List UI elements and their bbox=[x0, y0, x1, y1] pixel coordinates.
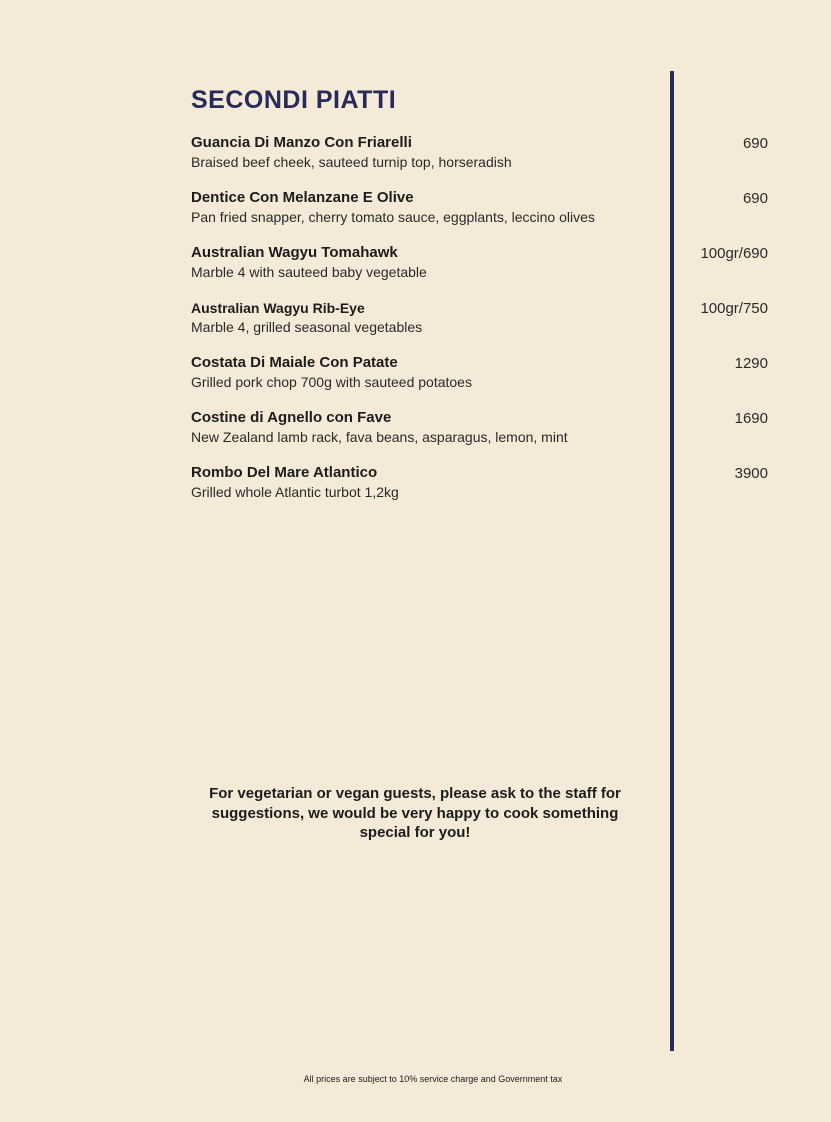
item-price: 100gr/690 bbox=[700, 245, 768, 262]
vertical-divider bbox=[670, 71, 674, 1051]
item-description: Braised beef cheek, sauteed turnip top, horseradish bbox=[191, 154, 512, 170]
item-name: Costine di Agnello con Fave bbox=[191, 409, 392, 426]
menu-item bbox=[191, 463, 768, 518]
item-description: New Zealand lamb rack, fava beans, asparagus, lemon, mint bbox=[191, 429, 568, 445]
menu-list bbox=[191, 133, 768, 518]
menu-item bbox=[191, 243, 768, 298]
item-name: Costata Di Maiale Con Patate bbox=[191, 354, 398, 371]
item-description: Grilled pork chop 700g with sauteed potatoes bbox=[191, 374, 472, 390]
item-price: 1690 bbox=[734, 410, 768, 427]
menu-item bbox=[191, 133, 768, 188]
item-price: 1290 bbox=[734, 355, 768, 372]
item-name: Australian Wagyu Rib-Eye bbox=[191, 300, 365, 316]
item-price: 690 bbox=[742, 135, 768, 152]
item-name: Dentice Con Melanzane E Olive bbox=[191, 189, 414, 206]
item-price: 3900 bbox=[734, 465, 768, 482]
item-price: 100gr/750 bbox=[700, 300, 768, 317]
menu-item bbox=[191, 353, 768, 408]
item-name: Guancia Di Manzo Con Friarelli bbox=[191, 134, 412, 151]
menu-item bbox=[191, 188, 768, 243]
item-description: Grilled whole Atlantic turbot 1,2kg bbox=[191, 484, 399, 500]
item-price: 690 bbox=[742, 190, 768, 207]
item-description: Marble 4, grilled seasonal vegetables bbox=[191, 319, 423, 335]
menu-item bbox=[191, 298, 768, 353]
item-description: Marble 4 with sauteed baby vegetable bbox=[191, 264, 427, 280]
vegetarian-note: For vegetarian or vegan guests, please ask to the staff for suggestions, we would be very happy to cook something special for you! bbox=[209, 785, 621, 841]
menu-item bbox=[191, 408, 768, 463]
item-name: Australian Wagyu Tomahawk bbox=[191, 244, 398, 261]
footer-note: All prices are subject to 10% service charge and Government tax bbox=[303, 1074, 563, 1084]
item-description: Pan fried snapper, cherry tomato sauce, eggplants, leccino olives bbox=[191, 209, 595, 225]
section-title: SECONDI PIATTI bbox=[191, 86, 397, 114]
item-name: Rombo Del Mare Atlantico bbox=[191, 464, 378, 481]
